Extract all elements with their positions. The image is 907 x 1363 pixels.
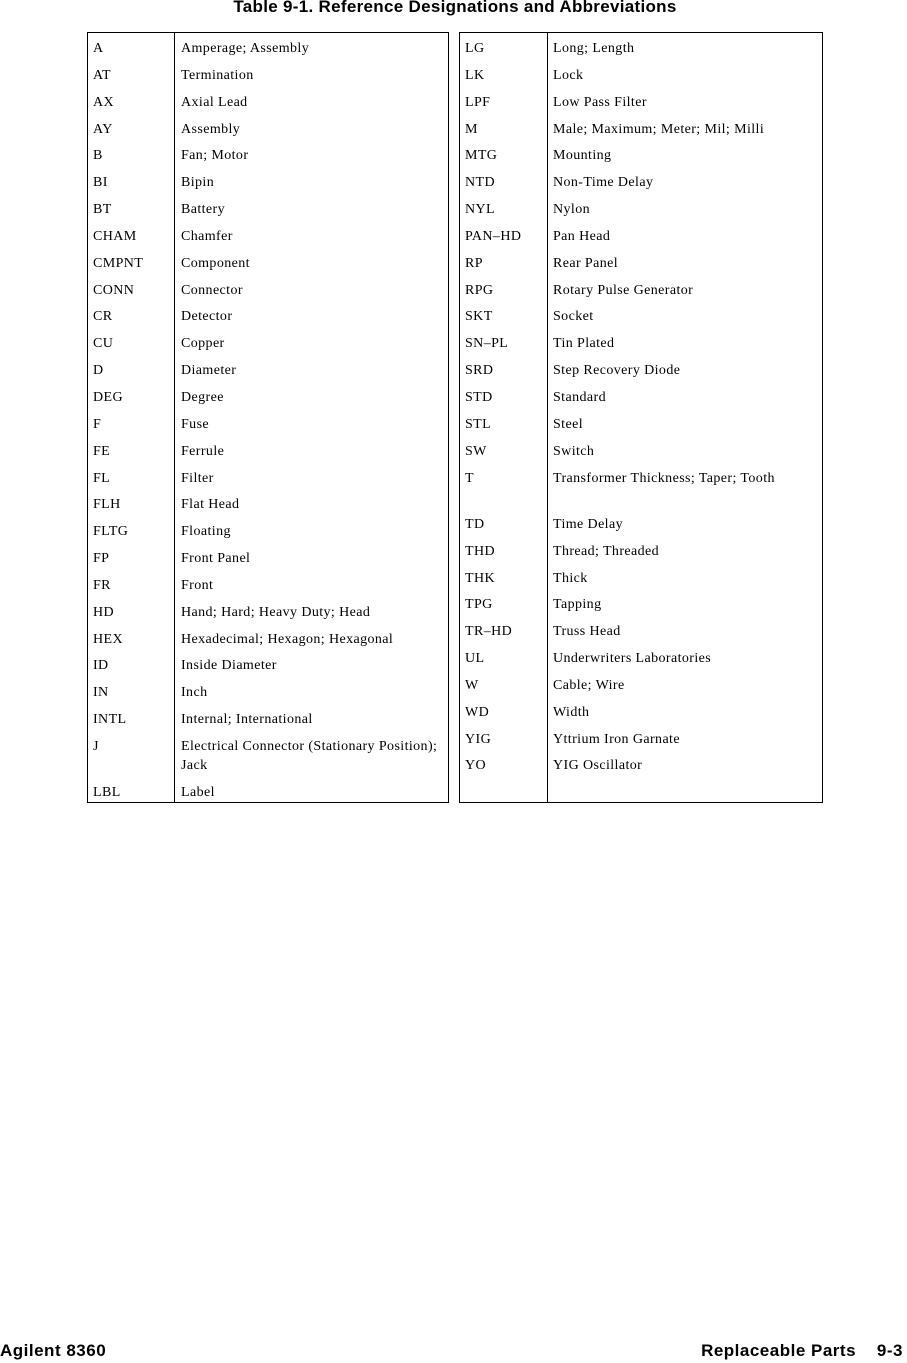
- abbreviation: DEG: [93, 389, 123, 405]
- abbreviation: CMPNT: [93, 255, 144, 271]
- abbreviation: SKT: [465, 309, 493, 325]
- abbreviation: BT: [93, 202, 112, 218]
- abbreviation: FE: [93, 443, 111, 459]
- meaning: Ferrule: [181, 443, 225, 459]
- meaning: Axial Lead: [181, 94, 248, 110]
- meaning: Step Recovery Diode: [553, 363, 681, 379]
- meaning: Cable; Wire: [553, 677, 625, 693]
- table-title: Table 9-1. Reference Designations and Abbreviations: [233, 0, 677, 16]
- meaning: Degree: [181, 389, 224, 405]
- abbreviation: AY: [93, 121, 113, 137]
- abbreviation: A: [93, 41, 104, 56]
- abbreviation: B: [93, 148, 103, 164]
- table-row: [460, 200, 822, 227]
- abbreviation: PAN–HD: [465, 228, 522, 244]
- meaning: Assembly: [181, 121, 241, 137]
- table-row: [88, 522, 448, 549]
- meaning: Inside Diameter: [181, 658, 277, 674]
- footer-product: Agilent 8360: [0, 1341, 107, 1360]
- abbreviation: THD: [465, 543, 495, 559]
- meaning: Bipin: [181, 175, 215, 191]
- meaning: Pan Head: [553, 228, 611, 244]
- meaning: Width: [553, 704, 590, 720]
- table-row: [460, 469, 822, 515]
- meaning: Socket: [553, 309, 594, 325]
- table-row: [460, 569, 822, 596]
- table-row: [460, 415, 822, 442]
- table-row: [88, 469, 448, 496]
- table-row: [460, 649, 822, 676]
- meaning: Standard: [553, 389, 606, 405]
- table-row: [88, 630, 448, 657]
- meaning: Detector: [181, 309, 233, 325]
- abbreviation: INTL: [93, 712, 127, 728]
- table-row: [460, 93, 822, 120]
- table-row: [88, 173, 448, 200]
- meaning: Hand; Hard; Heavy Duty; Head: [181, 604, 371, 620]
- meaning: Label: [181, 785, 215, 801]
- table-row: [460, 756, 822, 783]
- meaning: Underwriters Laboratories: [553, 651, 712, 667]
- abbreviation: F: [93, 416, 102, 432]
- abbreviation: SRD: [465, 363, 494, 379]
- table-row: [88, 388, 448, 415]
- abbreviation: TR–HD: [465, 624, 513, 640]
- abbreviation: CU: [93, 336, 114, 352]
- abbreviation: STL: [465, 416, 492, 432]
- table-row: [460, 730, 822, 757]
- meaning: Electrical Connector (Stationary Position); Jack: [181, 738, 438, 774]
- abbreviation: YIG: [465, 731, 492, 747]
- table-row: [88, 683, 448, 710]
- meaning: Tapping: [553, 597, 602, 613]
- table-row: [88, 200, 448, 227]
- meaning: Time Delay: [553, 516, 623, 532]
- meaning: Connector: [181, 282, 243, 298]
- table-row: [88, 334, 448, 361]
- table-row: [88, 656, 448, 683]
- table-row: [460, 622, 822, 649]
- meaning: Rear Panel: [553, 255, 619, 271]
- abbreviation: T: [465, 470, 474, 486]
- abbreviation: FR: [93, 577, 111, 593]
- abbreviation: AX: [93, 94, 115, 110]
- abbreviation: SW: [465, 443, 487, 459]
- meaning: Thick: [553, 570, 588, 586]
- abbreviations-table-right: [459, 32, 823, 803]
- table-row: [460, 307, 822, 334]
- table-row: [460, 254, 822, 281]
- meaning: Mounting: [553, 148, 612, 164]
- meaning: Transformer Thickness; Taper; Tooth: [553, 470, 775, 486]
- abbreviation: J: [93, 738, 99, 754]
- meaning: Low Pass Filter: [553, 94, 647, 110]
- table-row: [460, 173, 822, 200]
- abbreviation: LK: [465, 67, 485, 83]
- table-row: [460, 39, 822, 66]
- abbreviation: UL: [465, 651, 485, 667]
- abbreviation: LG: [465, 41, 485, 56]
- table-row: [460, 281, 822, 308]
- table-row: [460, 120, 822, 147]
- table-row: [88, 495, 448, 522]
- table-row: [88, 254, 448, 281]
- meaning: Fan; Motor: [181, 148, 249, 164]
- table-row: [88, 361, 448, 388]
- table-row: [460, 676, 822, 703]
- meaning: Front: [181, 577, 214, 593]
- meaning: Chamfer: [181, 228, 233, 244]
- meaning: Rotary Pulse Generator: [553, 282, 694, 298]
- meaning: Inch: [181, 685, 208, 701]
- table-row: [460, 227, 822, 254]
- table-row: [88, 576, 448, 603]
- abbreviation: RP: [465, 255, 483, 271]
- table-row: [88, 549, 448, 576]
- abbreviation: FLTG: [93, 524, 129, 540]
- abbreviation: SN–PL: [465, 336, 509, 352]
- table-row: [460, 146, 822, 173]
- meaning: Termination: [181, 67, 254, 83]
- abbreviation: AT: [93, 67, 111, 83]
- meaning: Internal; International: [181, 712, 313, 728]
- abbreviation: TPG: [465, 597, 493, 613]
- table-row: [460, 334, 822, 361]
- abbreviation: ID: [93, 658, 109, 674]
- abbreviation: FLH: [93, 497, 121, 513]
- table-row: [88, 66, 448, 93]
- meaning: Battery: [181, 202, 226, 218]
- table-row: [460, 542, 822, 569]
- meaning: Non-Time Delay: [553, 175, 654, 191]
- table-row: [460, 388, 822, 415]
- meaning: Flat Head: [181, 497, 240, 513]
- abbreviation: D: [93, 363, 104, 379]
- meaning: Long; Length: [553, 41, 635, 56]
- abbreviation: M: [465, 121, 478, 137]
- table-row: [88, 307, 448, 334]
- table-row: [88, 281, 448, 308]
- meaning: Truss Head: [553, 624, 621, 640]
- meaning: Switch: [553, 443, 595, 459]
- abbreviation: W: [465, 677, 479, 693]
- table-row: [88, 227, 448, 254]
- abbreviation: LBL: [93, 785, 121, 801]
- abbreviation: CR: [93, 309, 113, 325]
- table-row: [88, 442, 448, 469]
- abbreviation: IN: [93, 685, 109, 701]
- abbreviation: TD: [465, 516, 485, 532]
- meaning: Fuse: [181, 416, 210, 432]
- table-row: [88, 783, 448, 810]
- abbreviation: FP: [93, 551, 110, 567]
- abbreviation: WD: [465, 704, 490, 720]
- table-row: [460, 703, 822, 730]
- meaning: Steel: [553, 416, 583, 432]
- abbreviation: CONN: [93, 282, 135, 298]
- meaning: Nylon: [553, 202, 590, 218]
- table-row: [460, 515, 822, 542]
- meaning: Front Panel: [181, 551, 251, 567]
- meaning: Floating: [181, 524, 231, 540]
- meaning: Thread; Threaded: [553, 543, 660, 559]
- abbreviation: FL: [93, 470, 111, 486]
- abbreviations-table-left: [87, 32, 449, 803]
- table-row: [88, 120, 448, 147]
- abbreviation: HEX: [93, 631, 123, 647]
- table-row: [88, 93, 448, 120]
- table-row: [460, 361, 822, 388]
- abbreviation: STD: [465, 389, 493, 405]
- meaning: Hexadecimal; Hexagon; Hexagonal: [181, 631, 394, 647]
- abbreviation: LPF: [465, 94, 491, 110]
- abbreviation: RPG: [465, 282, 494, 298]
- abbreviation: YO: [465, 758, 487, 774]
- meaning: Tin Plated: [553, 336, 615, 352]
- abbreviation: NTD: [465, 175, 495, 191]
- abbreviation: THK: [465, 570, 495, 586]
- meaning: Diameter: [181, 363, 237, 379]
- table-row: [460, 595, 822, 622]
- meaning: YIG Oscillator: [553, 758, 643, 774]
- table-row: [460, 66, 822, 93]
- meaning: Male; Maximum; Meter; Mil; Milli: [553, 121, 765, 137]
- table-row: [88, 415, 448, 442]
- table-row: [88, 146, 448, 173]
- table-row: [88, 39, 448, 66]
- meaning: Filter: [181, 470, 214, 486]
- footer-page: Replaceable Parts 9-3: [701, 1341, 903, 1360]
- abbreviation: BI: [93, 175, 108, 191]
- meaning: Component: [181, 255, 250, 271]
- abbreviation: MTG: [465, 148, 498, 164]
- table-row: [88, 710, 448, 737]
- meaning: Amperage; Assembly: [181, 41, 310, 56]
- abbreviation: HD: [93, 604, 115, 620]
- abbreviation: NYL: [465, 202, 495, 218]
- table-row: [88, 603, 448, 630]
- table-row: [88, 737, 448, 783]
- table-row: [460, 442, 822, 469]
- meaning: Lock: [553, 67, 584, 83]
- abbreviation: CHAM: [93, 228, 137, 244]
- meaning: Yttrium Iron Garnate: [553, 731, 680, 747]
- meaning: Copper: [181, 336, 225, 352]
